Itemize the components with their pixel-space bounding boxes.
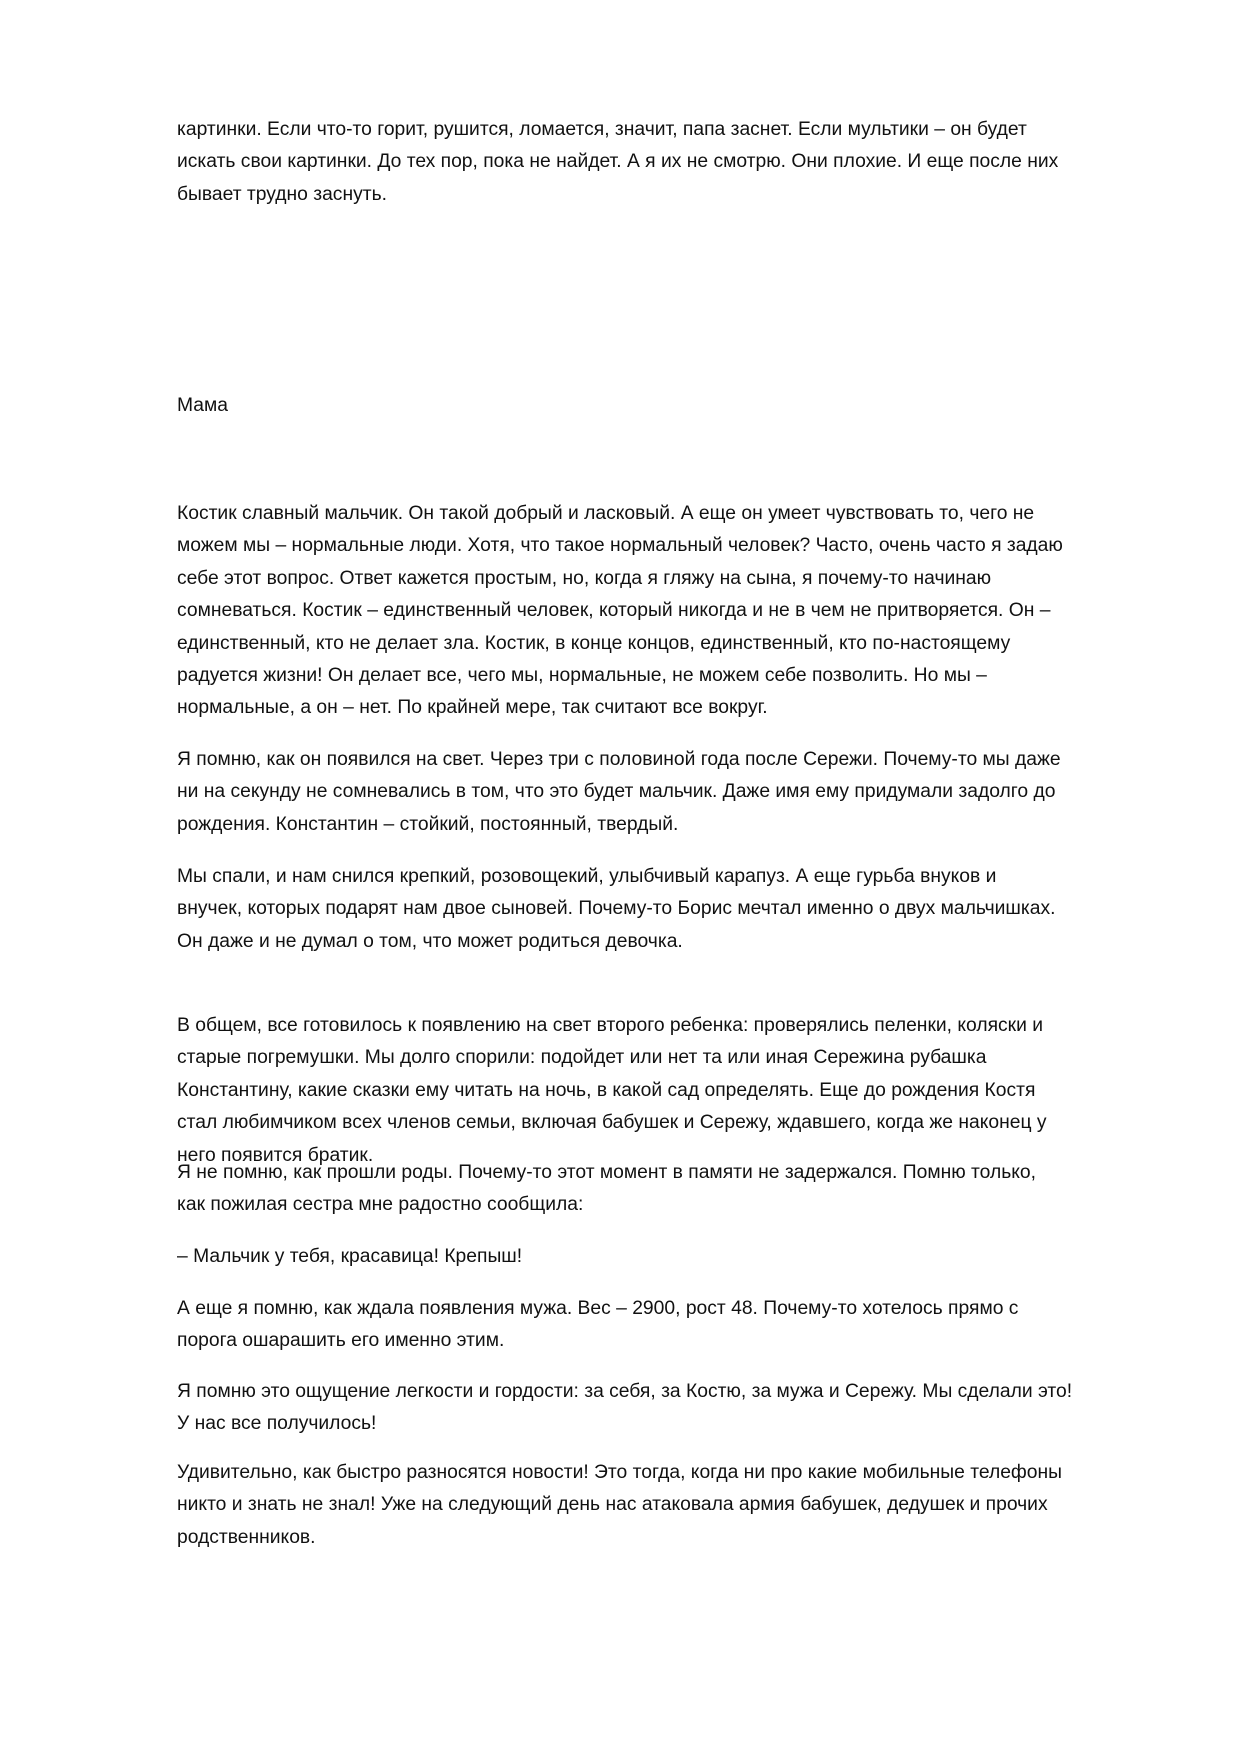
paragraph-5	[177, 1157, 1163, 1222]
text-line: – Мальчик у тебя, красавица! Крепыш!	[177, 1246, 523, 1267]
text-line: Мы спали, и нам снился крепкий, розовощекий, улыбчивый карапуз. А еще гурьба внуков и	[177, 866, 997, 887]
text-line: ни на секунду не сомневались в том, что это будет мальчик. Даже имя ему придумали задолго до	[177, 781, 1056, 803]
text-line: Удивительно, как быстро разносятся новости! Это тогда, когда ни про какие мобильные телефоны	[177, 1462, 1063, 1483]
text-line: Я помню это ощущение легкости и гордости: за себя, за Костю, за мужа и Сережу. Мы сделали это!	[177, 1381, 1073, 1402]
text-line: родственников.	[177, 1526, 316, 1548]
text-line: радуется жизни! Он делает все, чего мы, нормальные, не можем себе позволить. Но мы –	[177, 664, 987, 686]
text-line: картинки. Если что-то горит, рушится, ломается, значит, папа заснет. Если мультики – он будет	[177, 119, 1027, 140]
paragraph-3	[177, 861, 1163, 958]
paragraph-4	[177, 1010, 1163, 1172]
text-line: Константину, какие сказки ему читать на ночь, в какой сад определять. Еще до рождения Костя	[177, 1079, 1036, 1101]
intro-paragraph	[177, 114, 1163, 211]
paragraph-2	[177, 744, 1163, 841]
text-line: искать свои картинки. До тех пор, пока не найдет. А я их не смотрю. Они плохие. И еще после них	[177, 151, 1059, 173]
text-line: можем мы – нормальные люди. Хотя, что такое нормальный человек? Часто, очень часто я задаю	[177, 535, 1063, 557]
text-line: стал любимчиком всех членов семьи, включая бабушек и Сережу, ждавшего, когда же наконец у	[177, 1112, 1047, 1134]
text-line: рождения. Константин – стойкий, постоянный, твердый.	[177, 813, 679, 835]
text-line: бывает трудно заснуть.	[177, 183, 387, 205]
chapter-heading: Мама	[177, 395, 228, 416]
paragraph-7	[177, 1293, 1163, 1358]
text-line: Я помню, как он появился на свет. Через три с половиной года после Сережи. Почему-то мы даже	[177, 749, 1061, 770]
text-line: А еще я помню, как ждала появления мужа. Вес – 2900, рост 48. Почему-то хотелось прямо с	[177, 1298, 1019, 1319]
text-line: старые погремушки. Мы долго спорили: подойдет или нет та или иная Сережина рубашка	[177, 1047, 987, 1069]
text-line: Костик славный мальчик. Он такой добрый и ласковый. А еще он умеет чувствовать то, чего не	[177, 503, 1035, 524]
paragraph-6-dialogue	[177, 1241, 1163, 1273]
paragraph-9	[177, 1457, 1163, 1554]
text-line: нормальные, а он – нет. По крайней мере, так считают все вокруг.	[177, 697, 768, 719]
text-line: никто и знать не знал! Уже на следующий день нас атаковала армия бабушек, дедушек и прочих	[177, 1494, 1048, 1516]
text-line: него появится братик.	[177, 1144, 374, 1166]
text-line: В общем, все готовилось к появлению на свет второго ребенка: проверялись пеленки, коляски и	[177, 1015, 1043, 1036]
text-line: себе этот вопрос. Ответ кажется простым, но, когда я гляжу на сына, я почему-то начинаю	[177, 567, 992, 589]
text-line: Я не помню, как прошли роды. Почему-то этот момент в памяти не задержался. Помню только,	[177, 1162, 1036, 1183]
text-line: У нас все получилось!	[177, 1413, 377, 1435]
text-line: как пожилая сестра мне радостно сообщила:	[177, 1194, 584, 1216]
text-line: порога ошарашить его именно этим.	[177, 1330, 505, 1352]
text-line: сомневаться. Костик – единственный человек, который никогда и не в чем не притворяется. Он –	[177, 600, 1051, 622]
paragraph-8	[177, 1376, 1163, 1441]
text-line: Он даже и не думал о том, что может родиться девочка.	[177, 930, 683, 952]
paragraph-1	[177, 498, 1163, 725]
text-line: единственный, кто не делает зла. Костик, в конце концов, единственный, кто по-настоящему	[177, 632, 1011, 654]
text-line: внучек, которых подарят нам двое сыновей. Почему-то Борис мечтал именно о двух мальчишках.	[177, 898, 1056, 920]
